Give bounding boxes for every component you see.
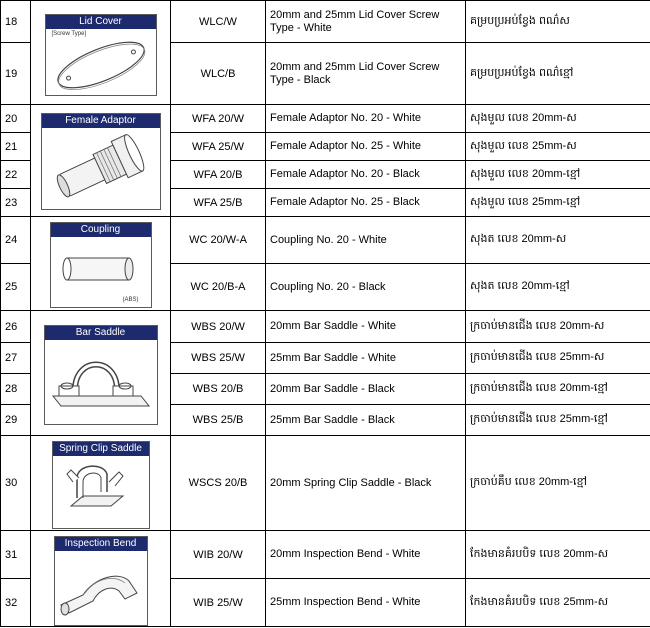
description-en: 20mm Spring Clip Saddle - Black	[266, 436, 466, 531]
description-kh: សុងមួល លេខ 20mm-ខ្មៅ	[466, 161, 650, 189]
description-kh: កែងមានគំរបបិទ លេខ 25mm-ស	[466, 579, 650, 627]
description-en: 20mm Bar Saddle - Black	[266, 374, 466, 405]
bar-saddle-image-cell	[31, 311, 171, 436]
description-en: 20mm Bar Saddle - White	[266, 311, 466, 343]
product-code: WBS 20/B	[171, 374, 266, 405]
description-kh: ក្រចាប់គឹប លេខ 20mm-ខ្មៅ	[466, 436, 650, 531]
item-number: 19	[1, 43, 31, 105]
description-en: Female Adaptor No. 20 - White	[266, 105, 466, 133]
description-en: 25mm Inspection Bend - White	[266, 579, 466, 627]
coupling-image-cell	[31, 217, 171, 311]
description-kh: ក្រចាប់មានជើង លេខ 20mm-ស	[466, 311, 650, 343]
description-kh: សុងមួល លេខ 25mm-ខ្មៅ	[466, 189, 650, 217]
inspection-bend-image	[54, 536, 148, 626]
description-kh: សុងត លេខ 20mm-ខ្មៅ	[466, 264, 650, 311]
table-row	[1, 217, 650, 264]
item-number: 28	[1, 374, 31, 405]
inspection-bend-image-cell	[31, 531, 171, 627]
product-code: WBS 25/B	[171, 405, 266, 436]
bar-saddle-image	[44, 325, 158, 425]
spring-clip-saddle-drawing	[53, 442, 149, 528]
table-row	[1, 436, 650, 531]
description-kh: គម្របប្រអប់ខ្វែង ពណ៌ខ្មៅ	[466, 43, 650, 105]
inspection-bend-drawing	[55, 537, 147, 625]
description-kh: សុងមួល លេខ 25mm-ស	[466, 133, 650, 161]
description-kh: កែងមានគំរបបិទ លេខ 20mm-ស	[466, 531, 650, 579]
item-number: 25	[1, 264, 31, 311]
product-code: WIB 20/W	[171, 531, 266, 579]
table-row	[1, 105, 650, 133]
table-row	[1, 311, 650, 343]
description-kh: សុងមួល លេខ 20mm-ស	[466, 105, 650, 133]
item-number: 31	[1, 531, 31, 579]
image-title: Female Adaptor	[42, 114, 160, 128]
image-title: Spring Clip Saddle	[53, 442, 149, 456]
table-row	[1, 1, 650, 43]
description-kh: ក្រចាប់មានជើង លេខ 25mm-ស	[466, 343, 650, 374]
description-kh: គម្របប្រអប់ខ្វែង ពណ៌ស	[466, 1, 650, 43]
product-code: WBS 20/W	[171, 311, 266, 343]
item-number: 18	[1, 1, 31, 43]
item-number: 27	[1, 343, 31, 374]
female-adaptor-image-cell	[31, 105, 171, 217]
description-en: 20mm and 25mm Lid Cover Screw Type - Black	[266, 43, 466, 105]
product-code: WC 20/W-A	[171, 217, 266, 264]
product-code: WIB 25/W	[171, 579, 266, 627]
item-number: 30	[1, 436, 31, 531]
description-en: 20mm Inspection Bend - White	[266, 531, 466, 579]
image-title: Inspection Bend	[55, 537, 147, 551]
image-note: [Screw Type]	[51, 30, 87, 37]
item-number: 26	[1, 311, 31, 343]
item-number: 24	[1, 217, 31, 264]
lid-cover-drawing	[46, 15, 156, 95]
item-number: 32	[1, 579, 31, 627]
image-title: Lid Cover	[46, 15, 156, 29]
image-note: (ABS)	[122, 296, 139, 303]
description-en: Female Adaptor No. 20 - Black	[266, 161, 466, 189]
lid-cover-image	[45, 14, 157, 96]
item-number: 21	[1, 133, 31, 161]
product-code: WLC/B	[171, 43, 266, 105]
product-code: WFA 20/W	[171, 105, 266, 133]
table-row	[1, 531, 650, 579]
product-code: WC 20/B-A	[171, 264, 266, 311]
spring-clip-saddle-image-cell	[31, 436, 171, 531]
lid-cover-image-cell	[31, 1, 171, 105]
item-number: 29	[1, 405, 31, 436]
product-code: WFA 25/B	[171, 189, 266, 217]
item-number: 22	[1, 161, 31, 189]
product-code: WFA 20/B	[171, 161, 266, 189]
female-adaptor-drawing	[42, 114, 160, 209]
description-en: Coupling No. 20 - White	[266, 217, 466, 264]
description-kh: សុងត លេខ 20mm-ស	[466, 217, 650, 264]
female-adaptor-image	[41, 113, 161, 210]
item-number: 20	[1, 105, 31, 133]
image-title: Coupling	[51, 223, 151, 237]
description-en: Female Adaptor No. 25 - White	[266, 133, 466, 161]
product-code: WLC/W	[171, 1, 266, 43]
item-number: 23	[1, 189, 31, 217]
coupling-drawing	[51, 223, 151, 307]
description-kh: ក្រចាប់មានជើង លេខ 25mm-ខ្មៅ	[466, 405, 650, 436]
product-code: WBS 25/W	[171, 343, 266, 374]
description-en: Female Adaptor No. 25 - Black	[266, 189, 466, 217]
description-en: 20mm and 25mm Lid Cover Screw Type - White	[266, 1, 466, 43]
spring-clip-saddle-image	[52, 441, 150, 529]
description-en: 25mm Bar Saddle - Black	[266, 405, 466, 436]
bar-saddle-drawing	[45, 326, 157, 424]
description-kh: ក្រចាប់មានជើង លេខ 20mm-ខ្មៅ	[466, 374, 650, 405]
description-en: 25mm Bar Saddle - White	[266, 343, 466, 374]
coupling-image	[50, 222, 152, 308]
product-code: WSCS 20/B	[171, 436, 266, 531]
image-title: Bar Saddle	[45, 326, 157, 340]
description-en: Coupling No. 20 - Black	[266, 264, 466, 311]
product-code: WFA 25/W	[171, 133, 266, 161]
